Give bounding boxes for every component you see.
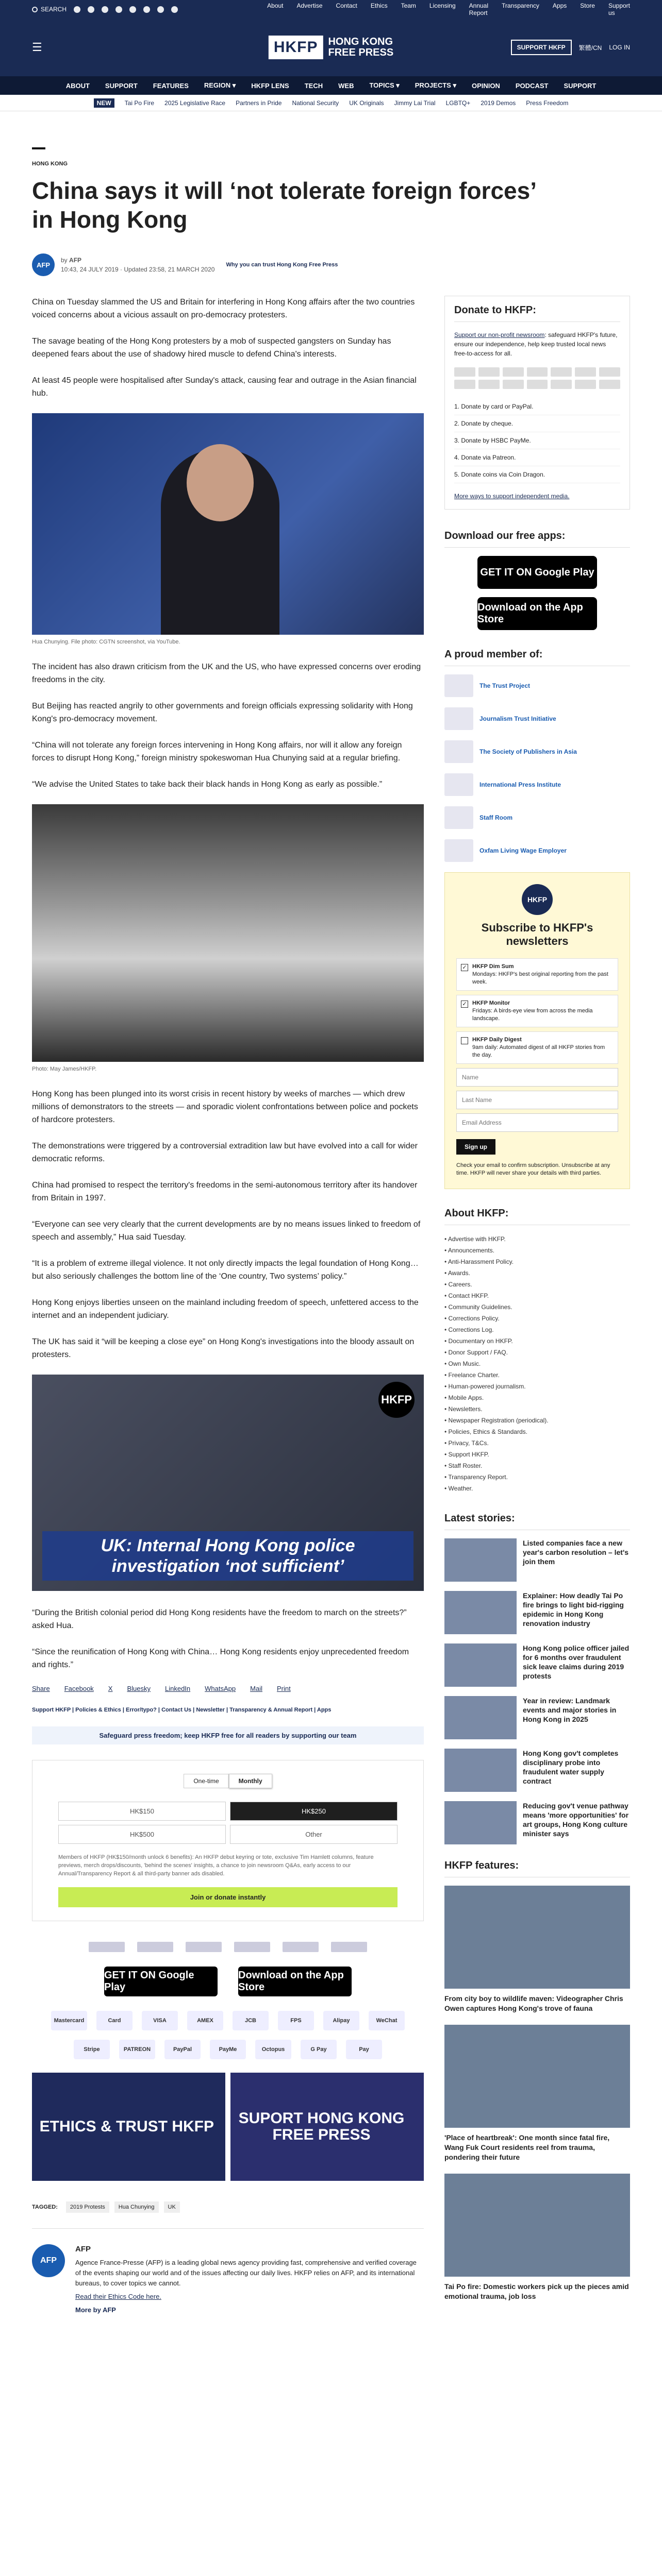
about-link[interactable]: • Advertise with HKFP. [444, 1233, 630, 1245]
donate-heading: Donate to HKFP: [454, 304, 620, 322]
email-input[interactable] [456, 1113, 618, 1132]
newsletter-name: HKFP Dim Sum [472, 963, 514, 970]
protest-photo [32, 804, 424, 1062]
payment-icon: FPS [278, 2011, 314, 2030]
share-x[interactable]: X [108, 1685, 113, 1692]
amount-option[interactable]: HK$150 [58, 1802, 226, 1821]
share-mail[interactable]: Mail [250, 1685, 262, 1692]
payment-icon: VISA [142, 2011, 178, 2030]
hua-chunying-photo [32, 413, 424, 635]
paragraph: China on Tuesday slammed the US and Britain for interfering in Hong Kong affairs after the two countries voiced concerns about a vicious assault on pro-democracy protesters. [32, 298, 415, 319]
payment-icon [454, 367, 475, 377]
x-icon[interactable] [88, 6, 94, 13]
join-donate-button[interactable]: Join or donate instantly [58, 1887, 398, 1907]
member-logo [331, 1942, 367, 1952]
payment-icon: G Pay [301, 2040, 337, 2059]
feature-title[interactable]: From city boy to wildlife maven: Videographer Chris Owen captures Hong Kong's trove of fauna [444, 1994, 623, 2012]
latest-story[interactable] [444, 1801, 630, 1844]
ticker-item[interactable]: LGBTQ+ [445, 99, 471, 107]
member-name: Journalism Trust Initiative [479, 715, 556, 722]
member-ipi[interactable] [444, 773, 630, 796]
about-link[interactable]: • Freelance Charter. [444, 1369, 630, 1381]
threads-icon[interactable] [129, 6, 136, 13]
member-logo [89, 1942, 125, 1952]
top-link-about[interactable]: About [267, 2, 284, 9]
paragraph: “We advise the United States to take back their black hands in Hong Kong as early as possible.” [32, 780, 383, 789]
ethics-code-link[interactable]: Read their Ethics Code here. [75, 2293, 161, 2300]
payment-icon: PATREON [119, 2040, 155, 2059]
member-logo [444, 707, 473, 730]
new-badge: NEW [94, 98, 114, 108]
share-bar [32, 1685, 424, 1692]
paragraph: The incident has also drawn criticism from the UK and the US, who have expressed concerns over eroding freedoms in the city. [32, 663, 421, 684]
paragraph: At least 45 people were hospitalised after Sunday's attack, causing fear and outrage in the Asian financial hub. [32, 376, 417, 398]
donate-method[interactable]: 5. Donate coins via Coin Dragon. [454, 466, 620, 483]
publish-date: 10:43, 24 JULY 2019 [61, 266, 119, 273]
payment-icon [478, 367, 500, 377]
member-sopa[interactable] [444, 740, 630, 763]
title-accent-bar [32, 147, 45, 149]
share-facebook[interactable]: Facebook [64, 1685, 94, 1692]
ticker-item[interactable]: Jimmy Lai Trial [394, 99, 436, 107]
payment-icon: PayMe [210, 2040, 246, 2059]
site-header [0, 19, 662, 76]
name-input[interactable] [456, 1068, 618, 1087]
payment-icon [503, 380, 524, 389]
author-box-avatar[interactable]: AFP [32, 2244, 65, 2277]
ticker-item[interactable]: UK Originals [349, 99, 384, 107]
about-link[interactable]: • Privacy, T&Cs. [444, 1437, 630, 1449]
payment-icon: Pay [346, 2040, 382, 2059]
paragraph: China had promised to respect the territory's freedoms in the semi-autonomous territory after its handover from Britain in 1997. [32, 1181, 418, 1202]
apps-heading: Download our free apps: [444, 530, 630, 548]
about-link[interactable]: • Staff Roster. [444, 1460, 630, 1471]
payment-icon [527, 380, 548, 389]
about-link[interactable]: • Donor Support / FAQ. [444, 1347, 630, 1358]
member-trust-project[interactable] [444, 674, 630, 697]
rss-icon[interactable] [171, 6, 178, 13]
byline [32, 253, 630, 276]
share-link[interactable]: Share [32, 1685, 50, 1692]
nav-region[interactable]: REGION ▾ [204, 81, 236, 89]
nav-opinion[interactable]: OPINION [471, 81, 500, 90]
member-logo [444, 773, 473, 796]
feature-thumbnail[interactable] [444, 1886, 630, 1989]
features-heading: HKFP features: [444, 1860, 630, 1877]
share-whatsapp[interactable]: WhatsApp [205, 1685, 236, 1692]
donate-sidebar [444, 296, 630, 510]
about-link[interactable]: • Anti-Harassment Policy. [444, 1256, 630, 1267]
checkbox-checked[interactable]: ✓ [461, 964, 468, 971]
latest-story[interactable] [444, 1696, 630, 1739]
byline-prefix: by [61, 257, 68, 264]
member-logo [283, 1942, 319, 1952]
story-title[interactable]: Hong Kong gov't completes disciplinary probe into fraudulent water supply contract [523, 1749, 619, 1785]
amount-option-selected[interactable]: HK$250 [230, 1802, 398, 1821]
article-title: China says it will ‘not tolerate foreign forces’ in Hong Kong [32, 177, 536, 233]
app-buttons [32, 1967, 424, 1996]
story-thumbnail[interactable] [444, 1643, 517, 1687]
story-thumbnail[interactable] [444, 1749, 517, 1792]
about-link[interactable]: • Careers. [444, 1279, 630, 1290]
monthly-option[interactable]: Monthly [229, 1774, 272, 1788]
about-link[interactable]: • Contact HKFP. [444, 1290, 630, 1301]
search-icon [32, 7, 38, 12]
newsletter-option[interactable] [456, 1031, 618, 1064]
search-link[interactable]: SEARCH [32, 6, 67, 13]
newsletter-heading: Subscribe to HKFP's newsletters [481, 921, 593, 947]
latest-story[interactable] [444, 1591, 630, 1634]
latest-stories [444, 1538, 630, 1844]
about-link[interactable]: • Corrections Log. [444, 1324, 630, 1335]
member-logos-row [32, 1942, 424, 1952]
feature-thumbnail[interactable] [444, 2174, 630, 2277]
share-bluesky[interactable]: Bluesky [127, 1685, 151, 1692]
last-name-input[interactable] [456, 1091, 618, 1109]
paragraph: “Since the reunification of Hong Kong with China… Hong Kong residents enjoy unprecedented freedom and rights.” [32, 1648, 409, 1669]
member-name: International Press Institute [479, 781, 561, 788]
byline-meta: by AFP 10:43, 24 JULY 2019 · Updated 23:58, 21 MARCH 2020 [61, 257, 215, 273]
feature-thumbnail[interactable] [444, 2025, 630, 2128]
checkbox-checked[interactable]: ✓ [461, 1001, 468, 1008]
about-link[interactable]: • Support HKFP. [444, 1449, 630, 1460]
payment-icon: Stripe [74, 2040, 110, 2059]
more-ways-link[interactable]: More ways to support independent media. [454, 493, 570, 500]
paragraph: The UK has said it “will be keeping a close eye” on Hong Kong's investigations into the bloody assault on protesters. [32, 1337, 415, 1359]
video-embed[interactable] [32, 1375, 424, 1591]
about-link[interactable]: • Mobile Apps. [444, 1392, 630, 1403]
ethics-promo-video[interactable]: ETHICS & TRUST HKFP [32, 2073, 225, 2181]
author-bio: Agence France-Presse (AFP) is a leading global news agency providing fast, comprehensive and verified coverage of the events shaping our world and of the issues affecting our daily lives. HKFP relies on AFP, and its international bureaus, to cover topics we cannot. [75, 2259, 417, 2287]
payment-methods [32, 2011, 424, 2059]
payment-icon [527, 367, 548, 377]
logo-mark: HKFP [269, 36, 323, 59]
updated-date: Updated 23:58, 21 MARCH 2020 [124, 266, 215, 273]
story-thumbnail[interactable] [444, 1538, 517, 1582]
nav-about[interactable]: ABOUT [65, 81, 90, 90]
logo-line1: HONG KONG [328, 36, 393, 47]
donate-method[interactable]: 4. Donate via Patreon. [454, 449, 620, 466]
payment-icon: Card [96, 2011, 133, 2030]
about-link[interactable]: • Awards. [444, 1267, 630, 1279]
top-link-transparency[interactable]: Transparency [502, 2, 539, 9]
top-link-contact[interactable]: Contact [336, 2, 357, 9]
payment-icon [599, 367, 620, 377]
paragraph: “It is a problem of extreme illegal violence. It not only directly impacts the legal foundation of Hong Kong… but also seriously challenges the bottom line of the ‘One country, Two systems’ policy.” [32, 1259, 419, 1281]
about-link[interactable]: • Documentary on HKFP. [444, 1335, 630, 1347]
page-wrap [32, 147, 630, 2318]
nav-hkfp-lens[interactable]: HKFP LENS [251, 81, 289, 90]
ticker-item[interactable]: National Security [292, 99, 339, 107]
nav-support[interactable]: SUPPORT [105, 81, 138, 90]
top-link-team[interactable]: Team [401, 2, 416, 9]
article-body [32, 296, 424, 2318]
donate-methods [454, 398, 620, 483]
about-link[interactable]: • Own Music. [444, 1358, 630, 1369]
payment-icon [575, 380, 596, 389]
payment-icon [478, 380, 500, 389]
sidebar-google-play-button[interactable]: GET IT ON Google Play [477, 556, 597, 589]
member-logo [137, 1942, 173, 1952]
paragraph: The savage beating of the Hong Kong protesters by a mob of suspected gangsters on Sunday has deepened fears about the use of shadowy hired muscle to defend China's interests. [32, 337, 391, 359]
top-link-apps[interactable]: Apps [552, 2, 567, 9]
paragraph: The demonstrations were triggered by a controversial extradition law but have evolved into a call for wider democratic reforms. [32, 1142, 418, 1163]
promo-videos [32, 2073, 424, 2181]
latest-story[interactable] [444, 1749, 630, 1792]
support-newsroom-link[interactable]: Support our non-profit newsroom [454, 331, 545, 338]
nav-support-2[interactable]: SUPPORT [564, 81, 597, 90]
nav-projects[interactable]: PROJECTS ▾ [415, 81, 456, 89]
about-link[interactable]: • Announcements. [444, 1245, 630, 1256]
top-link-store[interactable]: Store [580, 2, 595, 9]
language-link[interactable]: 繁體/CN [578, 44, 602, 52]
share-linkedin[interactable]: LinkedIn [165, 1685, 191, 1692]
feature-story[interactable] [444, 1886, 630, 2013]
about-link[interactable]: • Community Guidelines. [444, 1301, 630, 1313]
payment-icon: Octopus [255, 2040, 291, 2059]
author-link[interactable]: AFP [69, 257, 82, 264]
paragraph: Hong Kong enjoys liberties unseen on the mainland including freedom of speech, unfettered access to the internet and an independent judiciary. [32, 1298, 419, 1320]
member-name: Staff Room [479, 814, 512, 821]
frequency-toggle [58, 1774, 398, 1788]
share-print[interactable]: Print [276, 1685, 291, 1692]
trending-ticker [0, 95, 662, 111]
logo-line2: FREE PRESS [328, 47, 394, 58]
member-logo [234, 1942, 270, 1952]
member-name: The Trust Project [479, 682, 531, 689]
facebook-icon[interactable] [74, 6, 80, 13]
story-title[interactable]: Hong Kong police officer jailed for 6 months over fraudulent sick leave claims during 2019 protests [523, 1644, 630, 1680]
top-link-licensing[interactable]: Licensing [429, 2, 456, 9]
sidebar [444, 296, 630, 2318]
top-link-support[interactable]: Support us [608, 2, 630, 16]
about-link[interactable]: • Human-powered journalism. [444, 1381, 630, 1392]
instagram-icon[interactable] [102, 6, 108, 13]
story-title[interactable]: Year in review: Landmark events and major stories in Hong Kong in 2025 [523, 1697, 617, 1723]
member-logo [186, 1942, 222, 1952]
payment-icon: Mastercard [51, 2011, 87, 2030]
tags-label: TAGGED: [32, 2204, 58, 2210]
tag-list [32, 2201, 424, 2213]
member-name: The Society of Publishers in Asia [479, 748, 577, 755]
story-title[interactable]: Explainer: How deadly Tai Po fire brings to light bid-rigging epidemic in Hong Kong renovation industry [523, 1591, 624, 1628]
newsletter-logo: HKFP [522, 884, 553, 915]
checkbox[interactable] [461, 1037, 468, 1044]
menu-icon[interactable]: ☰ [32, 41, 42, 54]
support-promo-video[interactable]: SUPORT HONG KONG FREE PRESS [230, 2073, 424, 2181]
photo-caption: Hua Chunying. File photo: CGTN screenshot, via YouTube. [32, 639, 180, 645]
paragraph: But Beijing has reacted angrily to other governments and foreign officials expressing solidarity with Hong Kong's pro-democracy movement. [32, 702, 413, 723]
member-name: Oxfam Living Wage Employer [479, 847, 567, 854]
site-logo[interactable] [269, 36, 393, 59]
ticker-item[interactable]: Tai Po Fire [124, 99, 155, 107]
member-logo [444, 806, 473, 829]
photo-face [187, 444, 254, 521]
amount-option-other[interactable]: Other [230, 1825, 398, 1844]
policy-links[interactable]: Support HKFP | Policies & Ethics | Error/typo? | Contact Us | Newsletter | Transparency & Annual Report | Apps [32, 1707, 332, 1713]
author-box [32, 2228, 424, 2318]
login-link[interactable]: LOG IN [609, 44, 630, 51]
newsletter-desc: 9am daily: Automated digest of all HKFP stories from the day. [472, 1044, 605, 1058]
top-utility-bar [0, 0, 662, 19]
nav-web[interactable]: WEB [338, 81, 354, 90]
story-title[interactable]: Listed companies face a new year's carbon resolution – let's join them [523, 1539, 629, 1566]
donate-widget [32, 1760, 424, 1921]
latest-heading: Latest stories: [444, 1513, 630, 1530]
about-links [444, 1233, 630, 1494]
author-box-name[interactable]: AFP [75, 2245, 91, 2253]
paragraph: “Everyone can see very clearly that the current developments are by no means issues linked to freedom of speech and assembly,” Hua said Tuesday. [32, 1220, 421, 1242]
membership-note: Members of HKFP (HK$150/month unlock 6 benefits): An HKFP debut keyring or tote, exclusive Tim Hamlett columns, feature previews, merch drops/discounts, 'behind the scenes' insights, a chance to join newsroom Q&As, early access to our Annual/Transparency Report & all third-party banner ads disabled. [58, 1854, 374, 1877]
sidebar-payment-icons [454, 367, 620, 389]
paragraph: Hong Kong has been plunged into its worst crisis in recent history by weeks of marches — which drew millions of demonstrators to the streets — and sporadic violent confrontations between police and pockets of hardcore protesters. [32, 1090, 418, 1124]
payment-icon [599, 380, 620, 389]
trust-link[interactable]: Why you can trust Hong Kong Free Press [226, 262, 338, 268]
logo-text [328, 37, 393, 58]
linkedin-icon[interactable] [157, 6, 164, 13]
youtube-icon[interactable] [115, 6, 122, 13]
payment-icon: Alipay [323, 2011, 359, 2030]
member-logo [444, 674, 473, 697]
bluesky-icon[interactable] [143, 6, 150, 13]
sidebar-app-store-button[interactable]: Download on the App Store [477, 597, 597, 630]
more-by-author-link[interactable]: More by AFP [75, 2306, 116, 2314]
feature-title[interactable]: 'Place of heartbreak': One month since fatal fire, Wang Fuk Court residents reel from trauma, pondering their future [444, 2133, 610, 2161]
member-logo [444, 740, 473, 763]
about-link[interactable]: • Weather. [444, 1483, 630, 1494]
latest-story[interactable] [444, 1538, 630, 1582]
about-heading: About HKFP: [444, 1208, 630, 1225]
one-time-option[interactable]: One-time [184, 1774, 228, 1788]
payment-icon: PayPal [164, 2040, 201, 2059]
payment-icon: JCB [233, 2011, 269, 2030]
nav-features[interactable]: FEATURES [153, 81, 189, 90]
newsletter-desc: Fridays: A birds-eye view from across the media landscape. [472, 1008, 593, 1022]
member-oxfam[interactable] [444, 839, 630, 862]
paragraph: “During the British colonial period did Hong Kong residents have the freedom to march on the streets?” asked Hua. [32, 1608, 407, 1630]
ticker-item[interactable]: Partners in Pride [236, 99, 282, 107]
ticker-item[interactable]: 2019 Demos [481, 99, 516, 107]
donate-method[interactable]: 3. Donate by HSBC PayMe. [454, 432, 620, 449]
feature-stories [444, 1886, 630, 2301]
donate-method[interactable]: 1. Donate by card or PayPal. [454, 398, 620, 415]
story-title[interactable]: Reducing gov't venue pathway means 'more opportunities' for art groups, Hong Kong culture minister says [523, 1802, 629, 1838]
amount-option[interactable]: HK$500 [58, 1825, 226, 1844]
about-link[interactable]: • Newspaper Registration (periodical). [444, 1415, 630, 1426]
feature-title[interactable]: Tai Po fire: Domestic workers pick up the pieces amid emotional trauma, job loss [444, 2282, 629, 2300]
payment-icon [551, 367, 572, 377]
video-title: UK: Internal Hong Kong police investigation ‘not sufficient’ [42, 1531, 413, 1581]
author-avatar[interactable]: AFP [32, 253, 55, 276]
member-staff-room[interactable] [444, 806, 630, 829]
newsletter-option[interactable] [456, 958, 618, 991]
photo-caption: Photo: May James/HKFP. [32, 1066, 97, 1072]
support-hkfp-button[interactable]: SUPPORT HKFP [511, 40, 572, 55]
newsletter-fineprint: Check your email to confirm subscription. Unsubscribe at any time. HKFP will never share your details with third parties. [456, 1162, 610, 1176]
amount-options [58, 1802, 398, 1844]
feature-story[interactable] [444, 2025, 630, 2162]
story-thumbnail[interactable] [444, 1591, 517, 1634]
tag[interactable]: UK [164, 2201, 180, 2213]
ticker-item[interactable]: Press Freedom [526, 99, 569, 107]
payment-icon [503, 367, 524, 377]
donate-text: : safeguard HKFP's future, ensure our independence, help keep trusted local news free-to-access for all. [454, 331, 618, 357]
newsletter-desc: Mondays: HKFP's best original reporting from the past week. [472, 971, 608, 985]
newsletter-name: HKFP Daily Digest [472, 1037, 522, 1043]
about-link[interactable]: • Transparency Report. [444, 1471, 630, 1483]
ticker-item[interactable]: 2025 Legislative Race [164, 99, 226, 107]
about-link[interactable]: • Newsletters. [444, 1403, 630, 1415]
main-nav [0, 76, 662, 95]
member-logo [444, 839, 473, 862]
signup-button[interactable]: Sign up [456, 1139, 495, 1155]
category-label[interactable]: HONG KONG [32, 161, 68, 167]
tag[interactable]: Hua Chunying [114, 2201, 159, 2213]
nav-topics[interactable]: TOPICS ▾ [369, 81, 400, 89]
payment-icon: AMEX [187, 2011, 223, 2030]
payment-icon: WeChat [369, 2011, 405, 2030]
story-thumbnail[interactable] [444, 1801, 517, 1844]
newsletter-signup [444, 872, 630, 1189]
payment-icon [551, 380, 572, 389]
tag[interactable]: 2019 Protests [66, 2201, 109, 2213]
nav-tech[interactable]: TECH [304, 81, 323, 90]
member-heading: A proud member of: [444, 649, 630, 666]
nav-podcast[interactable]: PODCAST [515, 81, 549, 90]
story-thumbnail[interactable] [444, 1696, 517, 1739]
top-links [267, 2, 630, 16]
top-link-ethics[interactable]: Ethics [370, 2, 388, 9]
google-play-button[interactable]: GET IT ON Google Play [104, 1967, 218, 1996]
latest-story[interactable] [444, 1643, 630, 1687]
newsletter-name: HKFP Monitor [472, 1000, 510, 1006]
donate-method[interactable]: 2. Donate by cheque. [454, 415, 620, 432]
top-link-annual-report[interactable]: Annual Report [469, 2, 488, 16]
about-link[interactable]: • Policies, Ethics & Standards. [444, 1426, 630, 1437]
safeguard-banner[interactable]: Safeguard press freedom; keep HKFP free for all readers by supporting our team [32, 1726, 424, 1744]
video-logo: HKFP [378, 1382, 415, 1418]
payment-icon [454, 380, 475, 389]
member-jti[interactable] [444, 707, 630, 730]
feature-story[interactable] [444, 2174, 630, 2301]
paragraph: “China will not tolerate any foreign forces intervening in Hong Kong affairs, nor will it allow any foreign forces to disrupt Hong Kong,” foreign ministry spokeswoman Hua Chunying said at a regular briefing. [32, 741, 402, 762]
top-link-advertise[interactable]: Advertise [296, 2, 323, 9]
app-store-button[interactable]: Download on the App Store [238, 1967, 352, 1996]
payment-icon [575, 367, 596, 377]
newsletter-option[interactable] [456, 995, 618, 1027]
about-link[interactable]: • Corrections Policy. [444, 1313, 630, 1324]
